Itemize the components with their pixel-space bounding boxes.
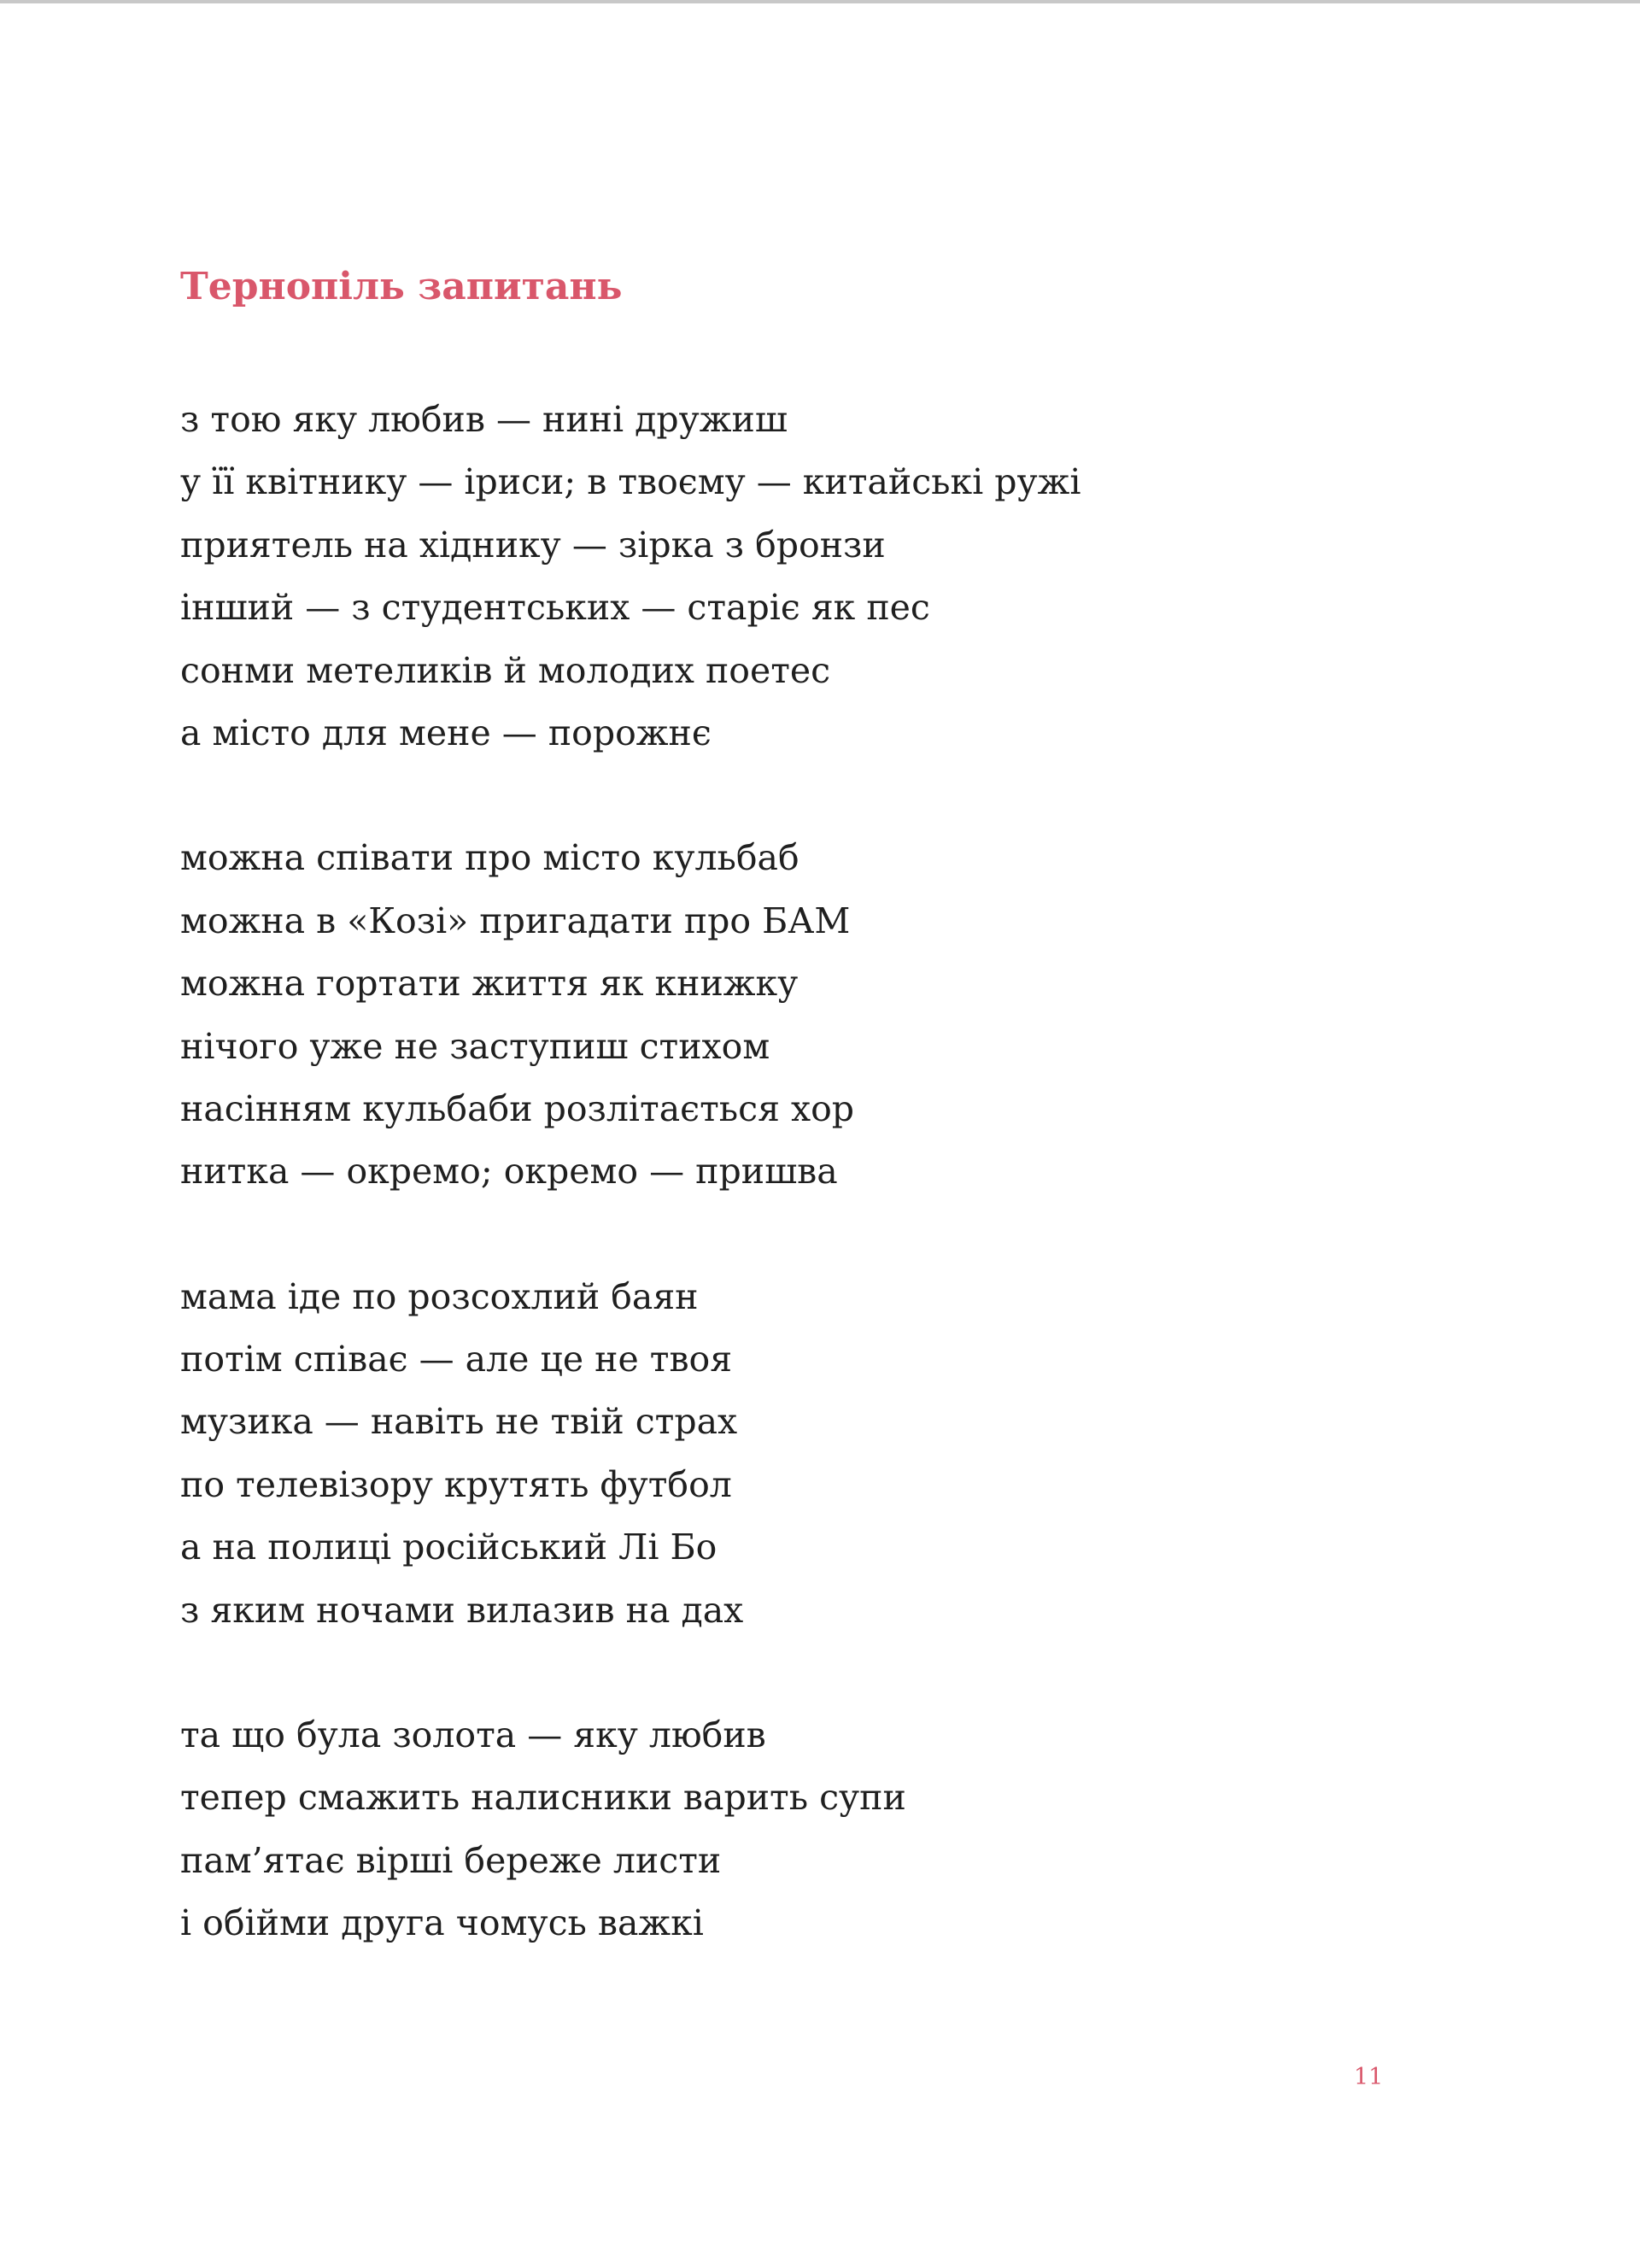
poem-line: а на полиці російський Лі Бо: [180, 1527, 718, 1568]
poem-line: і обійми друга чомусь важкі: [180, 1902, 704, 1944]
poem-line: можна гортати життя як книжку: [180, 963, 799, 1005]
poem-line: тепер смажить налисники варить супи: [180, 1777, 906, 1819]
page-number: 11: [1354, 2064, 1384, 2090]
poem-line: насінням кульбаби розлітається хор: [180, 1087, 855, 1129]
poem-line: потім співає — але це не твоя: [180, 1339, 733, 1380]
poem-line: мама іде по розсохлий баян: [180, 1275, 699, 1317]
poem-line: у її квітнику — іриси; в твоєму — китайські ружі: [180, 461, 1081, 503]
poem-line: можна в «Козі» пригадати про БАМ: [180, 900, 851, 941]
poem-body: [180, 389, 1461, 2018]
poem-line: з яким ночами вилазив на дах: [180, 1589, 744, 1631]
poem-line: можна співати про місто кульбаб: [180, 837, 800, 879]
poem-line: пам’ятає вірші береже листи: [180, 1839, 722, 1881]
poem-line: музика — навіть не твій страх: [180, 1401, 738, 1443]
poem-line: та що була золота — яку любив: [180, 1714, 766, 1756]
poem-line: приятель на хіднику — зірка з бронзи: [180, 524, 886, 566]
poem-line: нитка — окремо; окремо — пришва: [180, 1151, 838, 1193]
poem-line: сонми метеликів й молодих поетес: [180, 649, 831, 691]
stanza-3: [180, 1266, 1461, 1642]
stanza-1: [180, 389, 1461, 765]
poem-line: інший — з студентських — старіє як пес: [180, 587, 930, 629]
stanza-2: [180, 827, 1461, 1203]
poem-title: Тернопіль запитань: [180, 265, 623, 308]
poem-line: по телевізору крутять футбол: [180, 1463, 732, 1505]
poem-line: нічого уже не заступиш стихом: [180, 1025, 770, 1067]
stanza-4: [180, 1704, 1461, 1955]
poem-line: з тою яку любив — нині дружиш: [180, 399, 788, 440]
poem-line: а місто для мене — порожнє: [180, 712, 712, 753]
